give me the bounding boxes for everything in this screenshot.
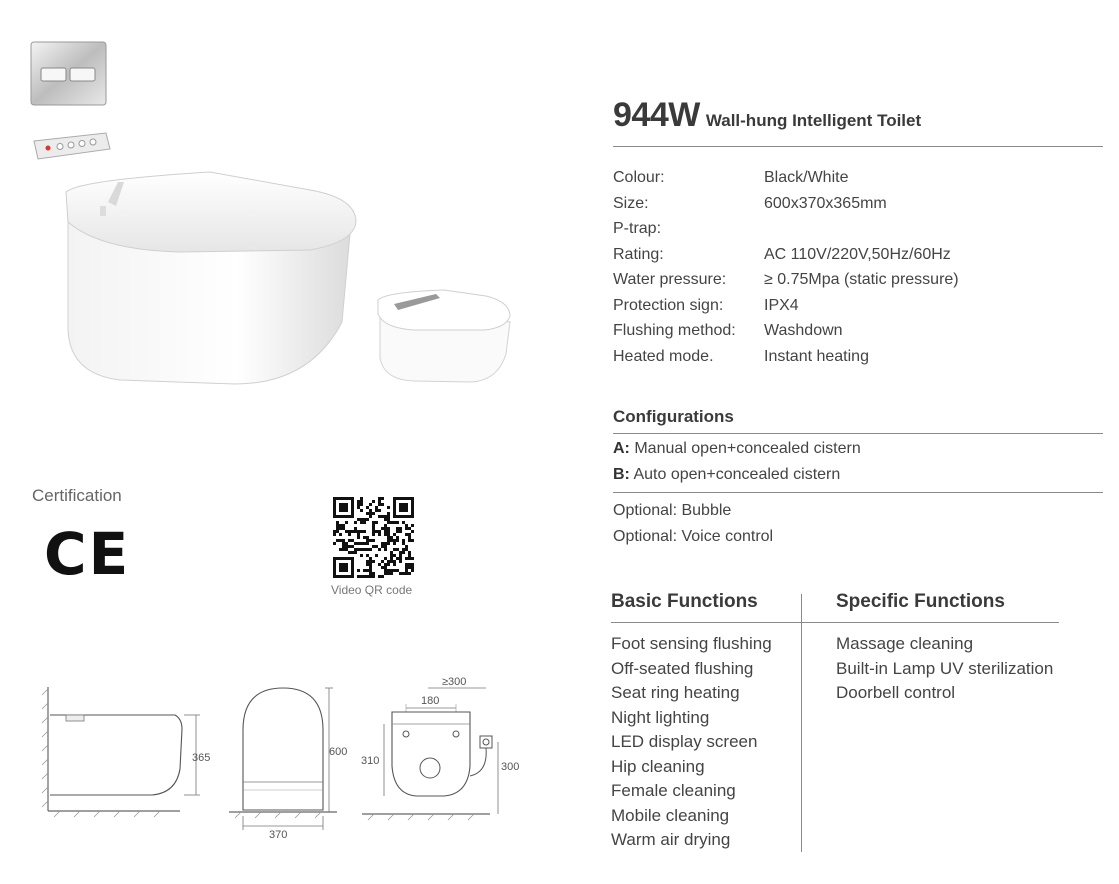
spec-label: Heated mode. — [613, 348, 714, 365]
optional-bubble: Optional: Bubble — [613, 502, 732, 519]
spec-value: Instant heating — [764, 348, 869, 365]
configurations-title: Configurations — [613, 407, 734, 426]
spec-row — [613, 297, 799, 315]
configuration-b — [613, 466, 840, 484]
basic-function-item: Mobile cleaning — [611, 805, 730, 825]
basic-function-item: Warm air drying — [611, 830, 731, 849]
configuration-a — [613, 440, 861, 458]
functions-column-divider — [801, 594, 802, 852]
qr-caption: Video QR code — [331, 583, 413, 597]
spec-value: Black/White — [764, 169, 849, 186]
spec-value: ≥ 0.75Mpa (static pressure) — [764, 271, 959, 288]
configuration-a-key: A: — [613, 440, 630, 457]
remote-control-image — [32, 127, 112, 163]
basic-function-item: Seat ring heating — [611, 683, 740, 702]
configuration-a-text: Manual open+concealed cistern — [634, 440, 861, 457]
configuration-b-key: B: — [613, 466, 630, 483]
toilet-small-image — [374, 284, 514, 384]
configurations-divider — [613, 433, 1103, 434]
rear-view-drawing — [358, 668, 530, 828]
flush-plate-image — [30, 41, 107, 106]
spec-label: Size: — [613, 195, 649, 212]
specific-function-item: Built-in Lamp UV sterilization — [836, 658, 1054, 678]
spec-label: Protection sign: — [613, 297, 724, 314]
basic-function-item: Foot sensing flushing — [611, 634, 772, 653]
rear-top-min-label: ≥300 — [442, 676, 467, 688]
front-height-label: 600 — [329, 746, 348, 758]
spec-row — [613, 271, 959, 289]
product-name: Wall-hung Intelligent Toilet — [705, 111, 922, 130]
specific-functions-list — [836, 632, 1053, 706]
basic-functions-title: Basic Functions — [611, 591, 758, 612]
spec-row — [613, 246, 951, 264]
certification-label: Certification — [32, 486, 122, 505]
specific-function-item: Massage cleaning — [836, 634, 974, 653]
video-qr-code[interactable] — [333, 497, 414, 578]
front-view-drawing — [225, 680, 360, 845]
basic-function-item: LED display screen — [611, 732, 758, 751]
spec-row — [613, 322, 843, 340]
rear-spacing-label: 180 — [421, 695, 440, 707]
product-model: 944W — [613, 96, 700, 134]
basic-function-item: Hip cleaning — [611, 756, 705, 776]
ce-mark: CE — [44, 520, 131, 588]
spec-row — [613, 220, 764, 238]
basic-functions-list — [611, 632, 772, 853]
product-title — [613, 96, 921, 135]
toilet-main-image — [60, 162, 360, 388]
rear-inlet-height-label: 300 — [501, 761, 520, 773]
spec-value: Washdown — [764, 322, 843, 339]
functions-divider — [611, 622, 1059, 623]
spec-value: IPX4 — [764, 297, 799, 314]
specific-function-item: Doorbell control — [836, 683, 956, 702]
basic-function-item: Off-seated flushing — [611, 658, 754, 678]
side-height-label: 365 — [192, 752, 211, 764]
side-view-drawing — [40, 685, 230, 825]
rear-height-label: 310 — [361, 755, 380, 767]
title-divider — [613, 146, 1103, 147]
spec-label: Flushing method: — [613, 322, 736, 339]
configuration-b-text: Auto open+concealed cistern — [633, 466, 841, 483]
spec-row — [613, 195, 887, 213]
specific-functions-title: Specific Functions — [836, 591, 1005, 612]
spec-row — [613, 348, 869, 366]
basic-function-item: Night lighting — [611, 707, 710, 727]
spec-value: 600x370x365mm — [764, 195, 887, 212]
configurations-bottom-divider — [613, 492, 1103, 493]
spec-label: P-trap: — [613, 220, 662, 237]
optional-voice-control: Optional: Voice control — [613, 528, 774, 545]
spec-label: Water pressure: — [613, 271, 727, 288]
spec-row — [613, 169, 848, 187]
front-width-label: 370 — [269, 829, 288, 841]
spec-label: Rating: — [613, 246, 664, 263]
spec-label: Colour: — [613, 169, 665, 186]
spec-value: AC 110V/220V,50Hz/60Hz — [764, 246, 951, 263]
basic-function-item: Female cleaning — [611, 781, 736, 800]
